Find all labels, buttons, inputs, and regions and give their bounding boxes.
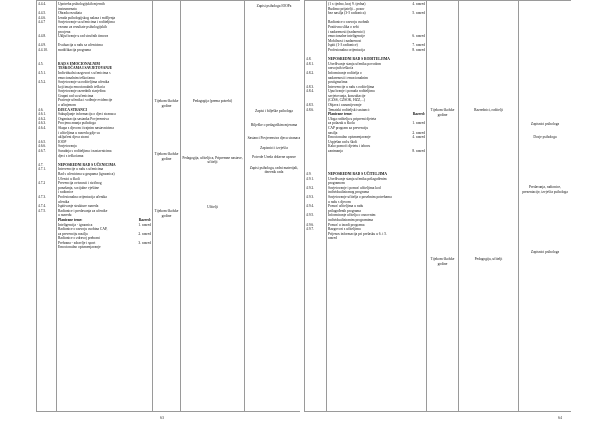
activity-line: ponašanja, socijalne vještine bbox=[58, 185, 100, 190]
topic-label: zanimanja bbox=[328, 149, 343, 153]
item-number: 4.6.7. bbox=[38, 149, 47, 153]
activity-line bbox=[58, 245, 151, 250]
activity-line: Prijenos informacija pri prelasku u 6. i 5. bbox=[328, 231, 387, 236]
activity-line: Informiranje učitelja o osnovnim bbox=[328, 213, 376, 218]
item-number-column bbox=[37, 1, 57, 412]
activity-line: Upućivanje i ponuda roditeljima bbox=[328, 89, 375, 94]
activity-line: Objava i razumijevanje bbox=[328, 103, 362, 108]
activity-line: Sakupljanje informacija o djeci stranaca bbox=[58, 112, 116, 117]
activity-line: razvojnih teškoća bbox=[328, 66, 354, 71]
grade-label: Razred: bbox=[412, 112, 425, 117]
grade-label: 1. razred bbox=[138, 222, 151, 227]
activity-line: u razredu bbox=[58, 213, 72, 218]
activity-line: i radionice bbox=[58, 190, 74, 195]
time-cell: Tijekom školske godine bbox=[430, 108, 455, 117]
topic-label: bez nasilja (3-5 radionica) bbox=[328, 11, 366, 16]
activity-line: Savjetovanje sa roditeljima učenika bbox=[58, 80, 110, 85]
activity-line: u radu s djecom bbox=[328, 199, 351, 204]
activity-line: Evaluacija u radu sa učenicima bbox=[58, 43, 103, 48]
item-number: 4.8.5. bbox=[306, 103, 315, 108]
item-number: 4.4.5. bbox=[38, 11, 47, 16]
item-number: 4.4.6. bbox=[38, 15, 47, 20]
activity-line: Organizacija sastanka Povjerenstva bbox=[58, 116, 109, 121]
item-number: 4.7.5. bbox=[38, 208, 47, 213]
item-number: 4.9. bbox=[306, 171, 312, 176]
item-number: 4.8.2. bbox=[306, 70, 315, 75]
topic-label: CAP program za prevenciju bbox=[328, 126, 369, 131]
activity-line: Savjetovanja bbox=[58, 144, 77, 149]
notes-cell: Zapisnici i izvješća bbox=[260, 146, 288, 151]
topic-label: za polazak u školu bbox=[328, 121, 355, 126]
activity-line: Uključivanje u rad stručnih timova bbox=[58, 34, 109, 39]
item-number: 4.4.4. bbox=[38, 2, 47, 6]
item-number: 4.5.2. bbox=[38, 80, 47, 85]
activity-line: individualiziranim programima bbox=[328, 217, 374, 222]
item-number: 4.9.6. bbox=[306, 222, 315, 227]
activity-line: nadarenosti i emocionalnim bbox=[328, 75, 368, 80]
right-page bbox=[300, 0, 600, 424]
notes-cell: Predavanja, radionice, prezentacije, izvješća psihologa bbox=[522, 185, 568, 194]
topic-label: Radionice o zdravoj prehrani bbox=[58, 236, 100, 241]
activity-line: Skupa s djecom i trajnim nastavnicima bbox=[58, 126, 114, 131]
activity-line: Profesionalna orijentacija učenika bbox=[58, 194, 107, 199]
item-number: 4.7.4. bbox=[38, 204, 47, 209]
topic-label: Radionice o razvoju osobina CAP, bbox=[58, 227, 108, 232]
activity-line: vezano za rezultate psihologijskih bbox=[58, 24, 107, 29]
item-number: 4.6.2. bbox=[38, 116, 47, 121]
activity-line: o učinjenom bbox=[58, 103, 76, 108]
activity-line: Radionice i predavanja za učenike bbox=[58, 208, 108, 213]
grade-label: 4. razred bbox=[412, 2, 425, 6]
item-number: 4.6.3. bbox=[38, 121, 47, 126]
activity-line: Individualni razgovori s učenicima s bbox=[58, 70, 111, 75]
activity-line: Savjetovanje sa učenicima i roditeljima bbox=[58, 20, 115, 25]
method-cell: Učitelji bbox=[207, 204, 218, 209]
notes-cell: Zapisi psihologa, radni materijali, dnevnik rada bbox=[249, 165, 299, 175]
notes-column bbox=[519, 1, 572, 412]
grade-label: 2. razred bbox=[412, 130, 425, 135]
topic-label: Planirane teme: bbox=[328, 112, 353, 117]
notes-cell: Dosje psihologa bbox=[533, 134, 557, 139]
time-cell: Tijekom školske godine bbox=[154, 209, 179, 218]
activity-line: Razgovori s učiteljima bbox=[328, 227, 361, 232]
topic-label: Budimo prijatelji – pozor bbox=[328, 6, 365, 11]
activity-line: Izrada psihologijskog nalaza i mišljenja bbox=[58, 15, 116, 20]
activity-line: učenika bbox=[58, 199, 70, 204]
item-number: 4.9.3. bbox=[306, 194, 315, 199]
activity-line: Grupni rad sa učenicima bbox=[58, 93, 94, 98]
section-heading: NEPOSREDNI RAD S RODITELJIMA bbox=[328, 57, 390, 62]
topic-label: Inteligencija - igraonica bbox=[58, 222, 93, 227]
item-number: 4.4.8. bbox=[38, 34, 47, 39]
method-cell: Pedagogija, učitelji bbox=[474, 256, 503, 261]
topic-label: Uloga roditelja u pripremi djeteta bbox=[328, 116, 377, 121]
item-number: 4.8.4. bbox=[306, 89, 315, 94]
item-number: 4.4.7 bbox=[38, 20, 46, 25]
activity-line: Rad s učenicima u grupama (igraonica) bbox=[58, 171, 115, 176]
activity-line: IOOP bbox=[58, 139, 67, 144]
item-number: 4.6.4. bbox=[38, 126, 47, 131]
item-number: 4.9.2. bbox=[306, 185, 315, 190]
grade-label: 6. razred bbox=[412, 34, 425, 39]
notes-cell: Zapisi psihologa IOOPa bbox=[256, 4, 292, 8]
activity-line: programom bbox=[328, 181, 345, 186]
activity-line: individualiziranog programa bbox=[328, 190, 370, 195]
activity-column bbox=[327, 1, 427, 412]
topic-label: za prevenciju nasilja bbox=[58, 231, 88, 236]
time-cell: Tijekom školske godine bbox=[430, 257, 455, 266]
section-heading: NEPOSREDNI RAD S UČENICIMA bbox=[58, 162, 116, 167]
program-table-left bbox=[36, 0, 300, 412]
activity-line: Obrada rezultata bbox=[58, 11, 82, 16]
topic-label: i nadarenosti (nadarenici) bbox=[328, 29, 365, 34]
topic-label: Pozitivna slika o sebi bbox=[328, 24, 359, 29]
topic-label: Planirane teme: bbox=[58, 217, 83, 222]
grade-label: 4. razred bbox=[412, 135, 425, 140]
item-number: 4.7.1. bbox=[38, 167, 47, 172]
activity-line: instrumenata bbox=[58, 6, 77, 11]
activity-line: emocionalnim teškoćama bbox=[58, 75, 95, 80]
program-table-right bbox=[304, 0, 571, 412]
activity-line: Utvrđivanje stanja učenika prilagođenim bbox=[328, 176, 387, 181]
notes-column bbox=[245, 1, 301, 412]
activity-line: uključeni djeca strani bbox=[58, 135, 89, 140]
item-number: 4.6.6. bbox=[38, 144, 47, 149]
page-number: 64 bbox=[558, 415, 562, 420]
item-number: 4.8.1. bbox=[306, 61, 315, 66]
method-column bbox=[181, 1, 245, 412]
notes-cell: Zapisnici psihologa bbox=[530, 122, 560, 126]
item-number: 4.6. bbox=[38, 107, 44, 112]
activity-line: Savjetovanje i pomoć učiteljima kod bbox=[328, 185, 381, 190]
activity-line: postignućima bbox=[328, 80, 348, 85]
activity-line: savjetovanja, konzultacije bbox=[328, 93, 366, 98]
page-number: 63 bbox=[160, 415, 164, 420]
grade-label: 8. razred bbox=[412, 149, 425, 153]
item-number: 4.4.10. bbox=[38, 47, 48, 52]
item-number: 4.9.4. bbox=[306, 204, 315, 209]
topic-label: nasilja bbox=[328, 130, 338, 135]
activity-line: Intervencije u radu s učenicima bbox=[58, 167, 104, 172]
activity-line: djeci s teškoćama bbox=[58, 153, 84, 158]
item-number: 4.7.2 bbox=[38, 181, 46, 186]
topic-label: (1 x tjedno, kraj 9. tjedna) bbox=[328, 2, 366, 6]
activity-line: koji imaju emocionalnih teškoća bbox=[58, 84, 105, 89]
activity-line: Savjetovanje učitelja o posebnim potrebama bbox=[328, 194, 392, 199]
topic-label: emocionalne inteligencije bbox=[328, 34, 366, 39]
method-cell: Pedagogija (prema potrebi) bbox=[192, 99, 233, 103]
activity-line: Pomoć u izradi programa bbox=[328, 222, 365, 227]
notes-cell: Potvrde Ureda državne uprave bbox=[252, 154, 296, 159]
notes-cell: Zapisi i bilješke psihologa bbox=[255, 108, 293, 113]
notes-cell: Sastanci Povjerenstva djecu stranaca bbox=[247, 135, 300, 140]
topic-label: Ispiti (1-3 radionice) bbox=[328, 43, 358, 48]
activity-line: i učiteljima u razredu gdje su bbox=[58, 130, 100, 135]
item-number: 4.8. bbox=[306, 57, 312, 62]
activity-line: prilagođenih programa bbox=[328, 208, 361, 213]
activity-line: Tematski roditeljski sastanci: bbox=[328, 107, 370, 112]
topic-label: Mobilnost i nadarenost bbox=[328, 38, 362, 43]
activity-line: razred bbox=[328, 236, 337, 241]
grade-label: Razred: bbox=[138, 217, 151, 222]
item-number: 4.8.6. bbox=[306, 107, 315, 112]
activity-line: Ispitivanje strukture razreda bbox=[58, 204, 99, 209]
activity-line: procjena bbox=[58, 29, 71, 34]
section-heading: RAD S EMOCIONALNIM bbox=[58, 61, 100, 66]
topic-label: Prehrana - zdravlje i sport bbox=[58, 240, 96, 245]
item-number: 4.9.7. bbox=[306, 227, 315, 232]
topic-label: Kako pomoći djetetu i izboru bbox=[328, 144, 371, 149]
grade-label: 3. razred bbox=[138, 240, 151, 245]
item-number: 4.4.9. bbox=[38, 43, 47, 48]
item-number: 4.6.1. bbox=[38, 112, 47, 117]
grade-label: 5. razred bbox=[412, 11, 425, 16]
time-column bbox=[153, 1, 181, 412]
method-cell: Razrednici, roditelji bbox=[474, 108, 503, 112]
item-number: 4.8.3. bbox=[306, 84, 315, 89]
activity-line: Prevencija ovisnosti i rizičnog bbox=[58, 181, 102, 186]
item-number: 4.7.3. bbox=[38, 194, 47, 199]
activity-line: (CZSS, CZSOK, HZZ,...) bbox=[328, 98, 365, 103]
activity-line: Savjetovanje razrednih starješina bbox=[58, 89, 106, 94]
item-number-column bbox=[305, 1, 327, 412]
topic-label: Emocionalno opismenjavanje bbox=[328, 135, 371, 140]
activity-line: Utvrđivanje stanja učenika povodom bbox=[328, 61, 381, 66]
activity-line: Upotreba psihologijskih mjernih bbox=[58, 2, 105, 6]
activity-line: Učenici u školi bbox=[58, 176, 80, 181]
topic-label: Emocionalno opismenjavanje bbox=[58, 245, 101, 250]
item-number: 4.9.5. bbox=[306, 213, 315, 218]
activity-line: Suradnja s roditeljima i nastavnicima bbox=[58, 149, 112, 153]
grade-label: 8. razred bbox=[412, 47, 425, 52]
item-number: 4.5.1. bbox=[38, 70, 47, 75]
method-cell: Pedagogija, učiteljica, Pripremne nastave, učitelji bbox=[182, 155, 243, 165]
item-number: 4.9.1. bbox=[306, 176, 315, 181]
time-column bbox=[427, 1, 459, 412]
activity-line: Procjena znanja psihologa bbox=[58, 121, 96, 126]
topic-label: Uspješan rad u školi bbox=[328, 139, 358, 144]
topic-label: Profesionalna orijentacija bbox=[328, 47, 365, 52]
grade-label: 7. razred bbox=[412, 43, 425, 48]
activity-line: Pomoć učiteljima u radu bbox=[328, 204, 364, 209]
time-cell: Tijekom školske godine bbox=[154, 152, 179, 161]
section-heading: TEŠKOĆAMA I SAVJETOVANJE bbox=[58, 66, 113, 71]
activity-line: Informiranje roditelja o bbox=[328, 70, 362, 75]
item-number: 4.6.5. bbox=[38, 139, 47, 144]
item-number bbox=[306, 232, 325, 237]
grade-label: 2. razred bbox=[138, 231, 151, 236]
section-heading: DJECA STRANCI bbox=[58, 107, 87, 112]
notes-cell: Zapisnici psihologa bbox=[530, 250, 560, 255]
topic-label: Radionice o razvoju osobnih bbox=[328, 20, 370, 25]
notes-cell: Bilješke o pedagoškim mjerama bbox=[250, 123, 298, 128]
item-number: 4.7. bbox=[38, 162, 44, 167]
item-number: 4.5. bbox=[38, 61, 44, 66]
activity-line: modifikacija programa bbox=[58, 47, 91, 52]
activity-line: Intervencije u radu s roditeljima bbox=[328, 84, 375, 89]
activity-column bbox=[57, 1, 153, 412]
grade-label: 1. razred bbox=[412, 121, 425, 126]
section-heading: NEPOSREDNI RAD S UČITELJIMA bbox=[328, 171, 388, 176]
method-column bbox=[459, 1, 519, 412]
time-cell: Tijekom školske godine bbox=[154, 99, 179, 108]
item-number bbox=[38, 245, 55, 250]
activity-line: Praćenje učenika i vođenje evidencije bbox=[58, 98, 113, 103]
